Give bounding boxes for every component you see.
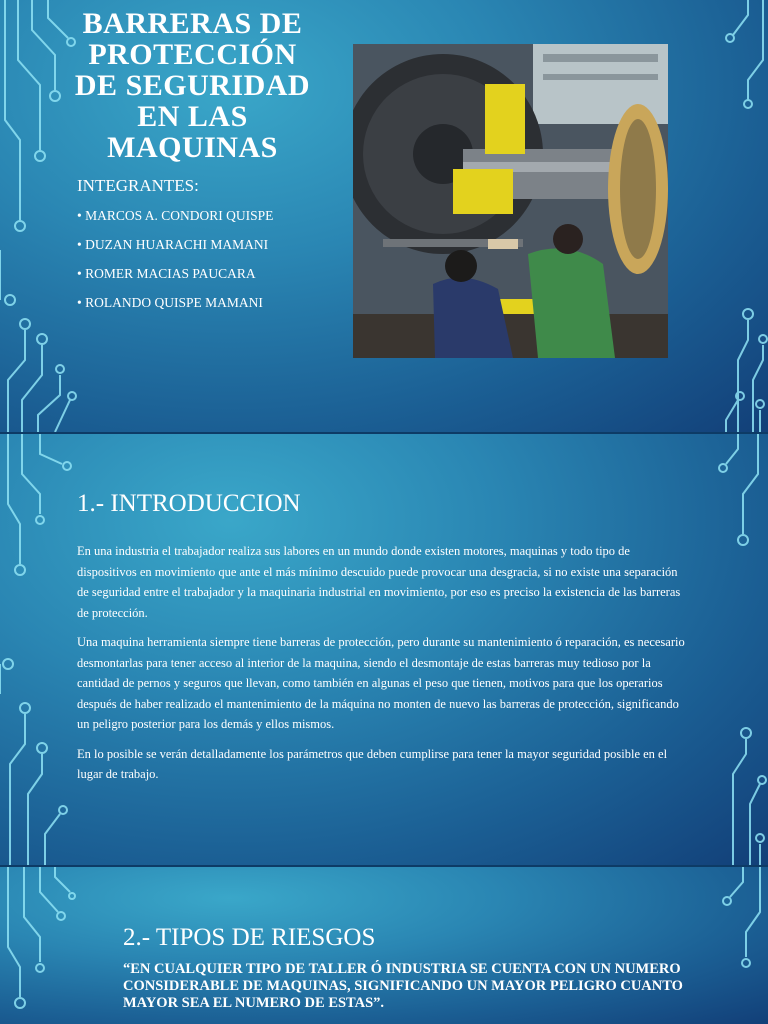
circuit-decoration-left xyxy=(0,867,80,1024)
section-heading-tipos-de-riesgos: 2.- TIPOS DE RIESGOS xyxy=(123,924,376,951)
section-heading-introduccion: 1.- INTRODUCCION xyxy=(77,490,301,517)
introduccion-body xyxy=(77,541,692,794)
circuit-decoration-right xyxy=(688,0,768,432)
circuit-decoration-left xyxy=(0,434,80,865)
members-list xyxy=(77,208,273,324)
presentation-title: BARRERAS DE PROTECCIÓN DE SEGURIDAD EN LAS MAQUINAS xyxy=(74,7,311,164)
circuit-decoration-left xyxy=(0,0,80,432)
circuit-decoration-right xyxy=(688,434,768,865)
paragraph: En lo posible se verán detalladamente los parámetros que deben cumplirse para tener la mayor seguridad posible en el lugar de trabajo. xyxy=(77,746,668,781)
paragraph: Una maquina herramienta siempre tiene barreras de protección, pero durante su mantenimiento ó reparación, es necesario desmontarlas para tener acceso al interior de la maquina, siendo el desmontaje de estas barreras muy tedioso por la cantidad de pernos y seguros que llevan, como también en algunas el peso que tienen, motivos para que los operarios después de haber realizado el mantenimiento de la máquina no monten de nuevo las barreras de protección, significando un peligro posterior para los demás y ellos mismos. xyxy=(77,635,685,731)
slide-title xyxy=(0,0,768,432)
lathe-workers-photo xyxy=(353,44,668,358)
riesgos-quote: “EN CUALQUIER TIPO DE TALLER Ó INDUSTRIA SE CUENTA CON UN NUMERO CONSIDERABLE DE MAQUINAS, SIGNIFICANDO UN MAYOR PELIGRO CUANTO MAYOR SEA EL NUMERO DE ESTAS”. xyxy=(123,961,683,1011)
list-item: • DUZAN HUARACHI MAMANI xyxy=(77,237,269,252)
circuit-decoration-right xyxy=(688,867,768,1024)
list-item: • ROLANDO QUISPE MAMANI xyxy=(77,295,263,310)
slide-tipos-de-riesgos xyxy=(0,867,768,1024)
slide-introduccion xyxy=(0,434,768,865)
integrantes-label: INTEGRANTES: xyxy=(77,176,199,195)
paragraph: En una industria el trabajador realiza sus labores en un mundo donde existen motores, maquinas y todo tipo de dispositivos en movimiento que ante el más mínimo descuido puede provocar una desgracia, si no existe una separación de seguridad entre el trabajador y la maquinaria industrial en movimiento, por eso es preciso la existencia de las barreras de protección. xyxy=(77,544,681,620)
list-item: • ROMER MACIAS PAUCARA xyxy=(77,266,256,281)
list-item: • MARCOS A. CONDORI QUISPE xyxy=(77,208,274,223)
